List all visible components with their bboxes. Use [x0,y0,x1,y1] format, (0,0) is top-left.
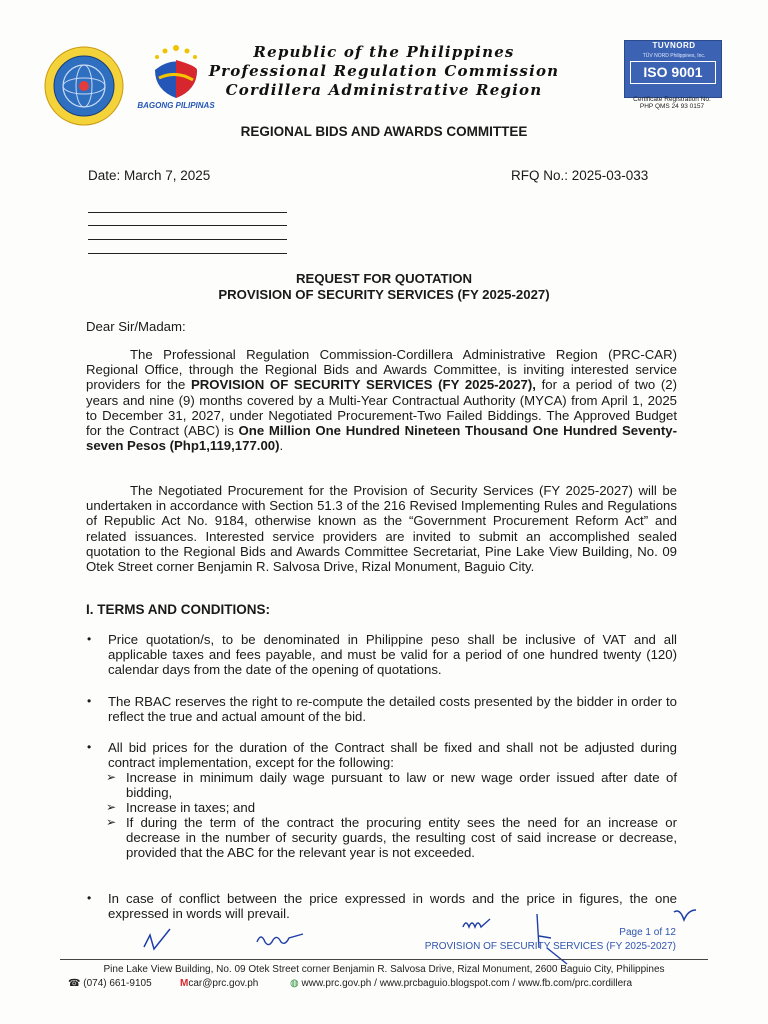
bullet-dot: • [87,694,92,708]
initial-signature [460,913,496,935]
footer-phone: ☎ (074) 661-9105 [68,978,152,989]
document-title: REQUEST FOR QUOTATION [295,271,473,286]
rfq-number: RFQ No.: 2025-03-033 [511,168,649,183]
initial-signature [672,906,698,928]
globe-icon: ◍ [290,978,299,989]
iso-standard: ISO 9001 [630,61,716,84]
committee-title: REGIONAL BIDS AND AWARDS COMMITTEE [240,124,528,139]
exception-wage: Increase in minimum daily wage pursuant to law or new wage order issued after date of bidding, [126,770,677,801]
bullet-dot: • [87,740,92,754]
salutation: Dear Sir/Madam: [86,319,186,334]
header-republic: Republic of the Philippines [253,43,515,61]
addressee-blank-line [88,212,287,213]
header-region: Cordillera Administrative Region [225,81,543,99]
initial-signature [140,925,180,955]
date-line: Date: March 7, 2025 [88,168,211,183]
arrow-bullet-icon: ➢ [106,800,117,814]
footer-divider [60,959,708,960]
section-terms-title: I. TERMS AND CONDITIONS: [86,602,270,617]
exception-guards: If during the term of the contract the procuring entity sees the need for an increase or decrease in the number of security guards, the resulting cost of said increase or decrease, provided that the ABC for the relevant year is not exceeded. [126,815,677,861]
iso-brand: TUVNORD [652,41,696,50]
bullet-dot: • [87,891,92,905]
bullet-dot: • [87,632,92,646]
header-prc: Professional Regulation Commission [208,62,560,80]
page-document-name: PROVISION OF SECURITY SERVICES (FY 2025-2027) [424,941,676,952]
term-fixed-prices: All bid prices for the duration of the Contract shall be fixed and shall not be adjusted during contract implementation, except for the following: [108,740,677,771]
term-recompute: The RBAC reserves the right to re-compute the detailed costs presented by the bidder in order to reflect the true and actual amount of the bid. [108,694,677,725]
mail-icon: M [180,978,189,989]
term-words-vs-figures: In case of conflict between the price expressed in words and the price in figures, the one expressed in words will prevail. [108,891,677,922]
paragraph-procurement: The Negotiated Procurement for the Provision of Security Services (FY 2025-2027) will be undertaken in accordance with Section 51.3 of the 216 Revised Implementing Rules and Regulations of Republic Act No. 9184, otherwise known as the “Government Procurement Reform Act” and related issuances. Interested service providers are invited to submit an accomplished sealed quotation to the Regional Bids and Awards Committee Secretariat, Pine Lake View Building, No. 09 Otek Street corner Benjamin R. Salvosa Drive, Rizal Monument, Baguio City. [86,483,677,575]
footer-email[interactable]: Mcar@prc.gov.ph [180,978,259,989]
document-subtitle: PROVISION OF SECURITY SERVICES (FY 2025-2027) [218,287,550,302]
term-price-quotation: Price quotation/s, to be denominated in Philippine peso shall be inclusive of VAT and all applicable taxes and fees payable, and must be valid for a period of one hundred twenty (120) calendar days from the date of the opening of quotations. [108,632,677,678]
footer-address: Pine Lake View Building, No. 09 Otek Street corner Benjamin R. Salvosa Drive, Rizal Monument, 2600 Baguio City, Philippines [103,964,665,975]
addressee-blank-line [88,225,287,226]
footer-websites[interactable]: ◍ www.prc.gov.ph / www.prcbaguio.blogspot.com / www.fb.com/prc.cordillera [290,978,633,989]
arrow-bullet-icon: ➢ [106,770,117,784]
page-number: Page 1 of 12 [619,927,676,938]
bagong-pilipinas-label: BAGONG PILIPINAS [137,101,215,110]
paragraph-intro: The Professional Regulation Commission-Cordillera Administrative Region (PRC-CAR) Regional Office, through the Regional Bids and Awards Committee, is inviting interested service providers for the PROVISION OF SECURITY SERVICES (FY 2025-2027), for a period of two (2) years and nine (9) months covered by a Multi-Year Contractual Authority (MYCA) from April 1, 2025 to December 31, 2027, under Negotiated Procurement-Two Failed Biddings. The Approved Budget for the Contract (ABC) is One Million One Hundred Nineteen Thousand One Hundred Seventy-seven Pesos (Php1,119,177.00). [86,347,677,454]
addressee-blank-line [88,253,287,254]
phone-icon: ☎ [68,978,81,989]
iso-sub: TÜV NORD Philippines, Inc. [642,53,706,59]
iso-registration: Certificate Registration No. PHP QMS 24 93 0157 [633,96,711,110]
arrow-bullet-icon: ➢ [106,815,117,829]
initial-signature [253,926,309,952]
addressee-blank-line [88,239,287,240]
exception-taxes: Increase in taxes; and [126,800,256,815]
